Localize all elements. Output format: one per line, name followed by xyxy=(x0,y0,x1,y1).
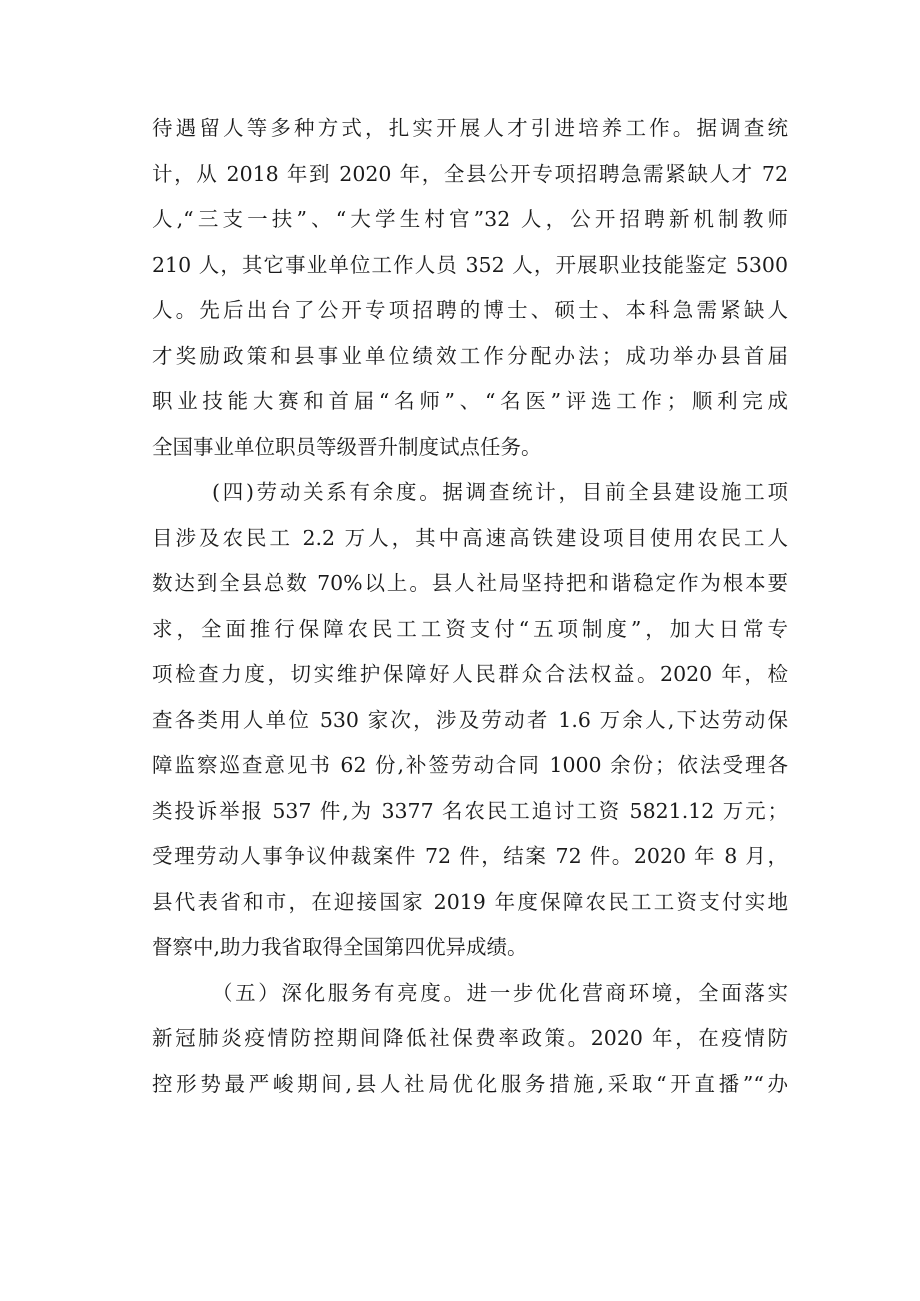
text-line: 目涉及农民工 2.2 万人，其中高速高铁建设项目使用农民工人 xyxy=(152,525,788,550)
text-line: （五）深化服务有亮度。进一步优化营商环境，全面落实 xyxy=(212,980,788,1005)
text-line: 职业技能大赛和首届“名师”、“名医”评选工作；顺利完成 xyxy=(152,389,788,413)
text-line: 县代表省和市，在迎接国家 2019 年度保障农民工工资支付实地 xyxy=(152,889,788,914)
document-body xyxy=(152,106,788,1107)
text-line: 待遇留人等多种方式，扎实开展人才引进培养工作。据调查统 xyxy=(152,116,788,140)
text-line: 求，全面推行保障农民工工资支付“五项制度”，加大日常专 xyxy=(152,616,788,641)
text-line: 数达到全县总数 70%以上。县人社局坚持把和谐稳定作为根本要 xyxy=(152,571,788,595)
text-line: 计，从 2018 年到 2020 年，全县公开专项招聘急需紧缺人才 72 xyxy=(152,161,788,186)
text-line: 查各类用人单位 530 家次，涉及劳动者 1.6 万余人,下达劳动保 xyxy=(152,707,788,732)
text-line: 控形势最严峻期间,县人社局优化服务措施,采取“开直播”“办 xyxy=(152,1071,788,1096)
text-line: 督察中,助力我省取得全国第四优异成绩。 xyxy=(152,935,528,959)
text-line: 项检查力度，切实维护保障好人民群众合法权益。2020 年，检 xyxy=(152,662,788,686)
text-line: 人,“三支一扶”、“大学生村官”32 人，公开招聘新机制教师 xyxy=(152,207,788,231)
text-line: 障监察巡查意见书 62 份,补签劳动合同 1000 余份；依法受理各 xyxy=(152,753,788,777)
paragraph-talent-recruitment xyxy=(152,106,788,470)
paragraph-labor-relations xyxy=(152,470,788,971)
text-line: 全国事业单位职员等级晋升制度试点任务。 xyxy=(152,434,542,459)
text-line: (四)劳动关系有余度。据调查统计，目前全县建设施工项 xyxy=(212,480,788,504)
paragraph-service-deepening xyxy=(152,971,788,1108)
text-line: 受理劳动人事争议仲裁案件 72 件，结案 72 件。2020 年 8 月， xyxy=(152,844,788,868)
text-line: 才奖励政策和县事业单位绩效工作分配办法；成功举办县首届 xyxy=(152,343,788,368)
text-line: 类投诉举报 537 件,为 3377 名农民工追讨工资 5821.12 万元； xyxy=(152,798,788,823)
text-line: 210 人，其它事业单位工作人员 352 人，开展职业技能鉴定 5300 xyxy=(152,252,788,277)
text-line: 新冠肺炎疫情防控期间降低社保费率政策。2020 年，在疫情防 xyxy=(152,1026,788,1050)
text-line: 人。先后出台了公开专项招聘的博士、硕士、本科急需紧缺人 xyxy=(152,298,788,322)
